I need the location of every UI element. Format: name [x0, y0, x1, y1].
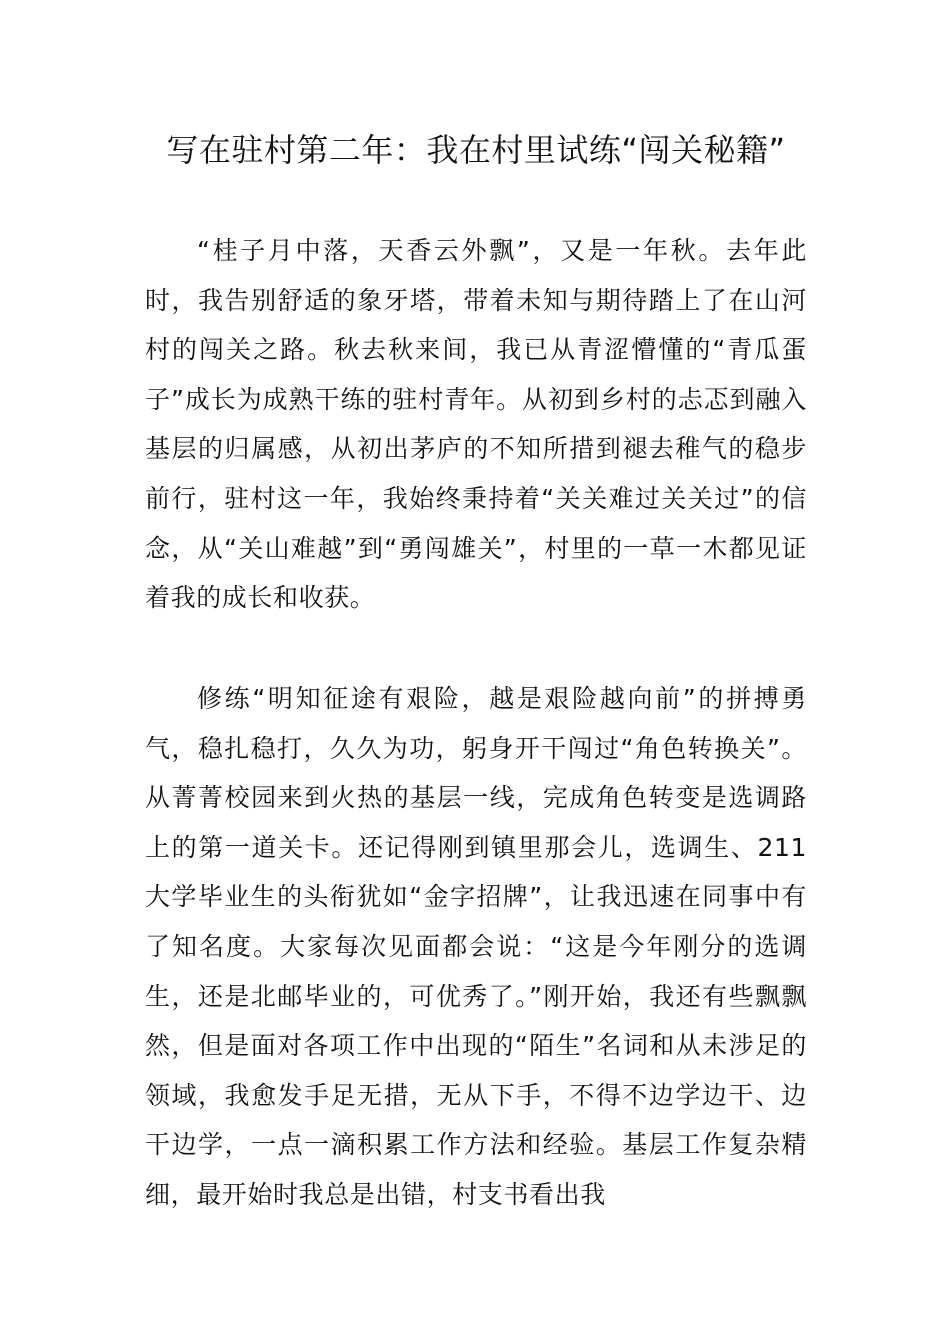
document-title: 写在驻村第二年：我在村里试练“闯关秘籍” [166, 131, 786, 169]
paragraph-intro: “桂子月中落，天香云外飘”，又是一年秋。去年此时，我告别舒适的象牙塔，带着未知与期待踏上了在山河村的闯关之路。秋去秋来间，我已从青涩懵懂的“青瓜蛋子”成长为成熟干练的驻村青年。从初到乡村的忐忑到融入基层的归属感，从初出茅庐的不知所措到褪去稚气的稳步前行，驻村这一年，我始终秉持着“关关难过关关过”的信念，从“关山难越”到“勇闯雄关”，村里的一草一木都见证着我的成长和收获。 [145, 236, 807, 613]
paragraph-role-transition: 修练“明知征途有艰险，越是艰险越向前”的拼搏勇气，稳扎稳打，久久为功，躬身开干闯过“角色转换关”。从菁菁校园来到火热的基层一线，完成角色转变是选调路上的第一道关卡。还记得刚到镇里那会儿，选调生、211大学毕业生的头衔犹如“金字招牌”，让我迅速在同事中有了知名度。大家每次见面都会说：“这是今年刚分的选调生，还是北邮毕业的，可优秀了。”刚开始，我还有些飘飘然，但是面对各项工作中出现的“陌生”名词和从未涉足的领域，我愈发手足无措，无从下手，不得不边学边干、边干边学，一点一滴积累工作方法和经验。基层工作复杂精细，最开始时我总是出错，村支书看出我 [145, 684, 807, 1209]
